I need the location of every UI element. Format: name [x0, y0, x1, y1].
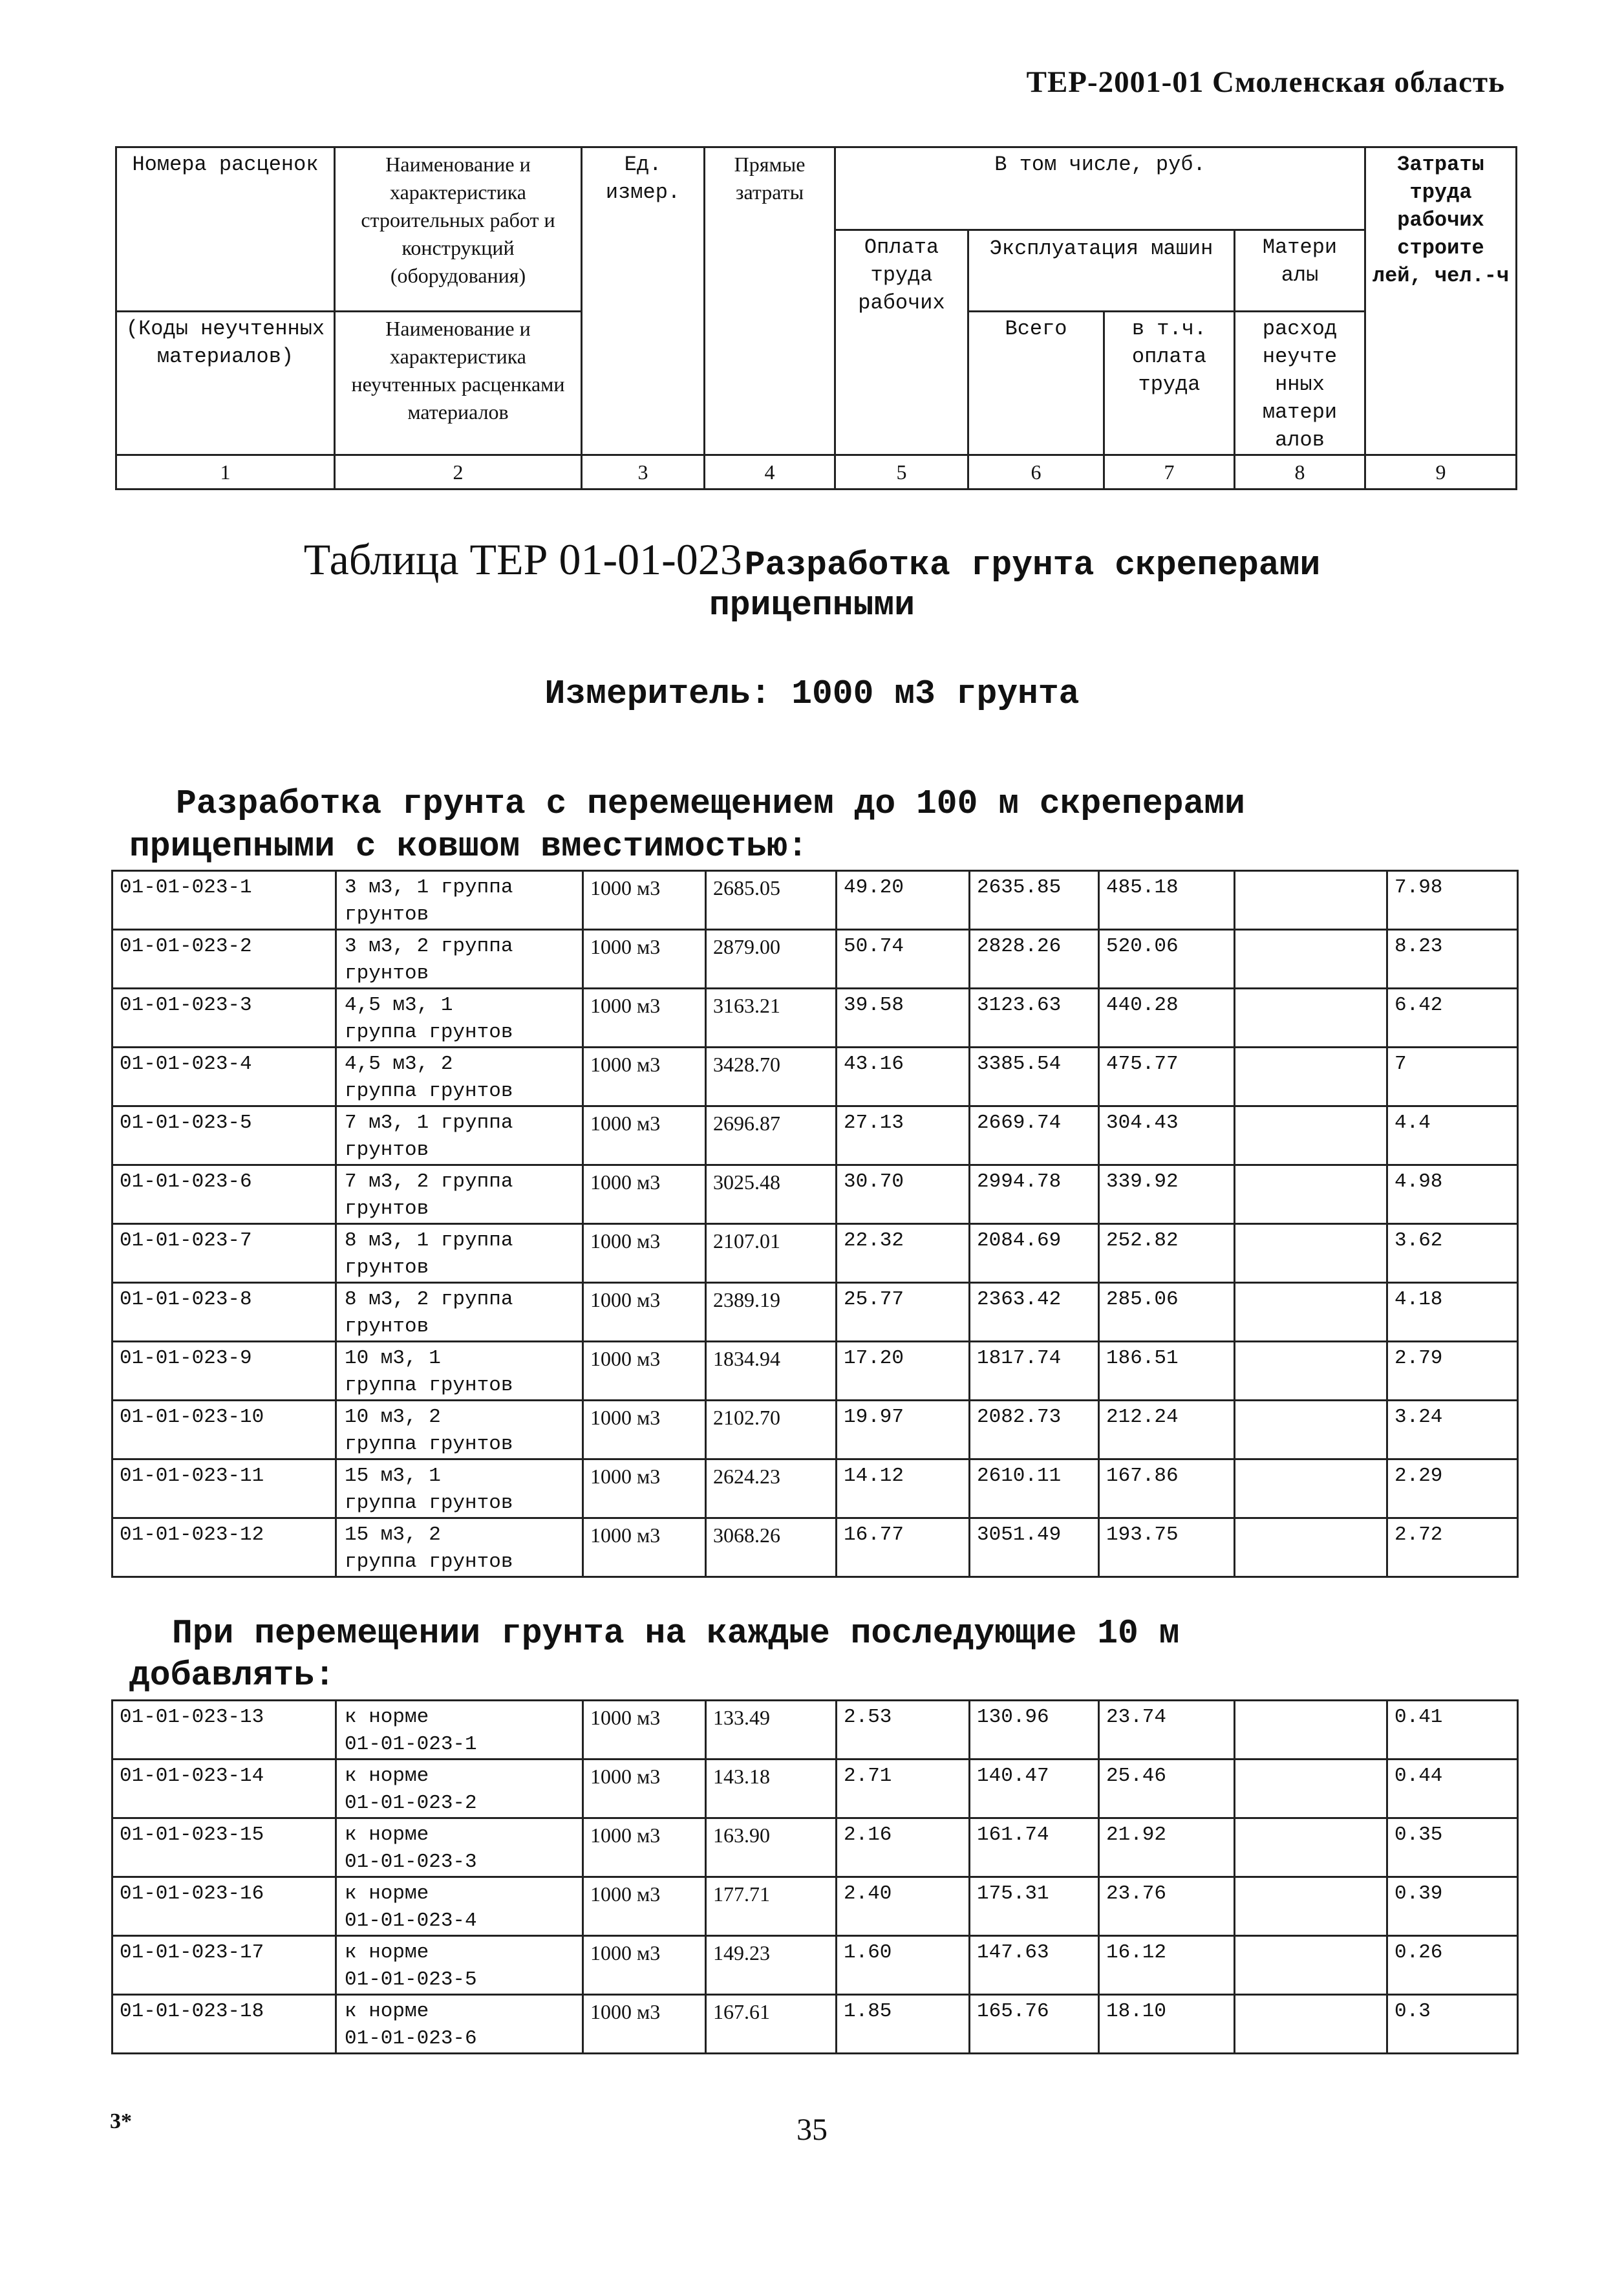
column-header-table — [115, 146, 1517, 490]
rates-table-additional — [111, 1699, 1519, 2054]
labor-hours: 2.72 — [1387, 1518, 1518, 1577]
machines-labor-pay: 23.76 — [1099, 1877, 1235, 1936]
rate-name — [336, 1048, 583, 1106]
footnote-mark: 3* — [110, 2109, 132, 2133]
rate-code: 01-01-023-14 — [112, 1760, 336, 1818]
machines-total: 2084.69 — [970, 1224, 1099, 1283]
rate-unit: 1000 м3 — [583, 1877, 706, 1936]
col-number: 6 — [968, 455, 1104, 490]
rate-name-line1: к норме — [345, 1706, 429, 1728]
rate-code: 01-01-023-8 — [112, 1283, 336, 1342]
direct-cost: 3428.70 — [706, 1048, 837, 1106]
rate-name-line1: к норме — [345, 1882, 429, 1905]
table-row — [112, 871, 1518, 930]
rate-name — [336, 1342, 583, 1401]
rate-name — [336, 1518, 583, 1577]
labor-hours: 0.44 — [1387, 1760, 1518, 1818]
machines-labor-pay: 21.92 — [1099, 1818, 1235, 1877]
rate-code: 01-01-023-1 — [112, 871, 336, 930]
machines-labor-pay: 16.12 — [1099, 1936, 1235, 1995]
rate-unit: 1000 м3 — [583, 1518, 706, 1577]
rate-unit: 1000 м3 — [583, 989, 706, 1048]
rate-unit: 1000 м3 — [583, 1224, 706, 1283]
rate-name-line2: 01-01-023-2 — [345, 1792, 477, 1814]
col-number: 3 — [582, 455, 705, 490]
rate-unit: 1000 м3 — [583, 1106, 706, 1165]
rate-code: 01-01-023-4 — [112, 1048, 336, 1106]
machines-total: 161.74 — [970, 1818, 1099, 1877]
machines-total: 2994.78 — [970, 1165, 1099, 1224]
table-title-main: Разработка грунта скреперами — [744, 546, 1321, 585]
col-number: 7 — [1104, 455, 1235, 490]
rate-code: 01-01-023-11 — [112, 1459, 336, 1518]
table-row — [112, 1165, 1518, 1224]
labor-pay: 16.77 — [837, 1518, 970, 1577]
rate-unit: 1000 м3 — [583, 1459, 706, 1518]
materials-cost — [1235, 1818, 1387, 1877]
rate-unit: 1000 м3 — [583, 930, 706, 989]
machines-labor-pay: 475.77 — [1099, 1048, 1235, 1106]
direct-cost: 3068.26 — [706, 1518, 837, 1577]
labor-hours: 3.24 — [1387, 1401, 1518, 1459]
labor-pay: 2.40 — [837, 1877, 970, 1936]
machines-labor-pay: 339.92 — [1099, 1165, 1235, 1224]
rate-code: 01-01-023-13 — [112, 1701, 336, 1760]
table-title — [0, 534, 1624, 585]
col-number: 2 — [335, 455, 582, 490]
materials-cost — [1235, 1342, 1387, 1401]
rate-name-line2: 01-01-023-6 — [345, 2027, 477, 2050]
machines-labor-pay: 252.82 — [1099, 1224, 1235, 1283]
labor-pay: 17.20 — [837, 1342, 970, 1401]
labor-pay: 19.97 — [837, 1401, 970, 1459]
rate-name-line2: грунтов — [345, 903, 429, 926]
header-codes: Номера расценок — [116, 147, 335, 312]
rate-name-line1: 7 м3, 2 группа — [345, 1170, 513, 1193]
rate-name-line1: 8 м3, 2 группа — [345, 1288, 513, 1311]
materials-cost — [1235, 1283, 1387, 1342]
machines-total: 165.76 — [970, 1995, 1099, 2054]
rate-name — [336, 1283, 583, 1342]
rate-unit: 1000 м3 — [583, 1995, 706, 2054]
labor-hours: 2.29 — [1387, 1459, 1518, 1518]
rate-unit: 1000 м3 — [583, 1165, 706, 1224]
rate-name — [336, 1936, 583, 1995]
direct-cost: 133.49 — [706, 1701, 837, 1760]
section1-heading-line2: прицепными с ковшом вместимостью: — [129, 827, 808, 866]
direct-cost: 2696.87 — [706, 1106, 837, 1165]
machines-labor-pay: 23.74 — [1099, 1701, 1235, 1760]
rate-code: 01-01-023-9 — [112, 1342, 336, 1401]
col-number: 4 — [705, 455, 835, 490]
rate-name-line2: группа грунтов — [345, 1374, 513, 1397]
labor-pay: 27.13 — [837, 1106, 970, 1165]
col-number: 9 — [1365, 455, 1517, 490]
table-row — [112, 1995, 1518, 2054]
labor-pay: 22.32 — [837, 1224, 970, 1283]
table-row — [112, 989, 1518, 1048]
rate-name-line2: группа грунтов — [345, 1492, 513, 1514]
table-row — [112, 1518, 1518, 1577]
materials-cost — [1235, 1459, 1387, 1518]
page-number: 35 — [796, 2113, 828, 2147]
rate-name — [336, 1701, 583, 1760]
header-machines-labor: в т.ч. оплата труда — [1104, 312, 1235, 455]
header-material-names: Наименование и характеристика неучтенных расценками материалов — [335, 312, 582, 455]
machines-total: 3385.54 — [970, 1048, 1099, 1106]
rate-name-line1: к норме — [345, 1765, 429, 1787]
machines-total: 130.96 — [970, 1701, 1099, 1760]
machines-labor-pay: 193.75 — [1099, 1518, 1235, 1577]
materials-cost — [1235, 1224, 1387, 1283]
section2-heading: При перемещении грунта на каждые последующие 10 м — [172, 1614, 1180, 1653]
materials-cost — [1235, 1760, 1387, 1818]
direct-cost: 2389.19 — [706, 1283, 837, 1342]
rate-name-line1: 15 м3, 2 — [345, 1523, 441, 1546]
labor-pay: 30.70 — [837, 1165, 970, 1224]
table-row — [112, 1877, 1518, 1936]
rate-name-line2: 01-01-023-4 — [345, 1910, 477, 1932]
materials-cost — [1235, 1877, 1387, 1936]
labor-pay: 49.20 — [837, 871, 970, 930]
rate-name-line1: 4,5 м3, 2 — [345, 1053, 453, 1075]
materials-cost — [1235, 871, 1387, 930]
labor-hours: 0.39 — [1387, 1877, 1518, 1936]
materials-cost — [1235, 1518, 1387, 1577]
rate-code: 01-01-023-5 — [112, 1106, 336, 1165]
materials-cost — [1235, 930, 1387, 989]
materials-cost — [1235, 1995, 1387, 2054]
machines-labor-pay: 440.28 — [1099, 989, 1235, 1048]
rate-unit: 1000 м3 — [583, 1936, 706, 1995]
rate-code: 01-01-023-15 — [112, 1818, 336, 1877]
table-row — [112, 1283, 1518, 1342]
machines-total: 140.47 — [970, 1760, 1099, 1818]
labor-pay: 50.74 — [837, 930, 970, 989]
direct-cost: 167.61 — [706, 1995, 837, 2054]
rate-name — [336, 989, 583, 1048]
rate-code: 01-01-023-16 — [112, 1877, 336, 1936]
section1-heading: Разработка грунта с перемещением до 100 м скреперами — [176, 784, 1245, 823]
machines-labor-pay: 167.86 — [1099, 1459, 1235, 1518]
labor-hours: 4.18 — [1387, 1283, 1518, 1342]
machines-labor-pay: 18.10 — [1099, 1995, 1235, 2054]
rate-name-line2: группа грунтов — [345, 1551, 513, 1573]
rate-name — [336, 1224, 583, 1283]
header-direct-cost: Прямые затраты — [705, 147, 835, 455]
table-row — [112, 1936, 1518, 1995]
machines-total: 2828.26 — [970, 930, 1099, 989]
rate-name-line2: грунтов — [345, 1256, 429, 1279]
rate-name-line2: 01-01-023-1 — [345, 1733, 477, 1756]
header-material-codes: (Коды неучтенных материалов) — [116, 312, 335, 455]
col-number: 5 — [835, 455, 968, 490]
direct-cost: 2685.05 — [706, 871, 837, 930]
machines-total: 1817.74 — [970, 1342, 1099, 1401]
table-row — [112, 930, 1518, 989]
rate-name-line2: грунтов — [345, 1198, 429, 1220]
rate-name-line2: группа грунтов — [345, 1080, 513, 1103]
table-row — [112, 1701, 1518, 1760]
header-group: В том числе, руб. — [835, 147, 1365, 230]
rate-name-line1: к норме — [345, 1824, 429, 1846]
machines-total: 3051.49 — [970, 1518, 1099, 1577]
rate-name — [336, 1459, 583, 1518]
direct-cost: 3025.48 — [706, 1165, 837, 1224]
rate-unit: 1000 м3 — [583, 1048, 706, 1106]
machines-total: 2082.73 — [970, 1401, 1099, 1459]
materials-cost — [1235, 989, 1387, 1048]
header-labor-cost: Затраты труда рабочих строите лей, чел.-ч — [1365, 147, 1517, 455]
rate-name-line1: к норме — [345, 2000, 429, 2023]
rate-name-line1: 3 м3, 1 группа — [345, 876, 513, 899]
labor-pay: 2.71 — [837, 1760, 970, 1818]
rate-name-line1: 7 м3, 1 группа — [345, 1112, 513, 1134]
table-row — [112, 1760, 1518, 1818]
labor-pay: 2.53 — [837, 1701, 970, 1760]
labor-hours: 2.79 — [1387, 1342, 1518, 1401]
direct-cost: 2624.23 — [706, 1459, 837, 1518]
table-row — [112, 1106, 1518, 1165]
labor-pay: 14.12 — [837, 1459, 970, 1518]
table-row — [112, 1224, 1518, 1283]
rates-table-main — [111, 870, 1519, 1578]
rate-name — [336, 1401, 583, 1459]
rate-code: 01-01-023-18 — [112, 1995, 336, 2054]
rate-name-line2: 01-01-023-5 — [345, 1968, 477, 1991]
materials-cost — [1235, 1936, 1387, 1995]
rate-name-line1: 10 м3, 2 — [345, 1406, 441, 1428]
table-row — [112, 1401, 1518, 1459]
rate-unit: 1000 м3 — [583, 1401, 706, 1459]
rate-code: 01-01-023-2 — [112, 930, 336, 989]
rate-name-line1: к норме — [345, 1941, 429, 1964]
rate-name-line2: грунтов — [345, 1315, 429, 1338]
materials-cost — [1235, 1048, 1387, 1106]
header-work-name: Наименование и характеристика строительных работ и конструкций (оборудования) — [335, 147, 582, 312]
running-header: ТЕР-2001-01 Смоленская область — [1026, 65, 1505, 99]
header-machines-total: Всего — [968, 312, 1104, 455]
header-machines: Эксплуатация машин — [968, 230, 1235, 312]
labor-pay: 39.58 — [837, 989, 970, 1048]
header-unit: Ед. измер. — [582, 147, 705, 455]
rate-name — [336, 871, 583, 930]
rate-name — [336, 1995, 583, 2054]
rate-name — [336, 1818, 583, 1877]
rate-unit: 1000 м3 — [583, 1818, 706, 1877]
rate-name-line2: грунтов — [345, 1139, 429, 1161]
labor-pay: 43.16 — [837, 1048, 970, 1106]
header-materials: Матери алы — [1235, 230, 1365, 312]
rate-name — [336, 1106, 583, 1165]
materials-cost — [1235, 1106, 1387, 1165]
rate-code: 01-01-023-3 — [112, 989, 336, 1048]
direct-cost: 149.23 — [706, 1936, 837, 1995]
rate-unit: 1000 м3 — [583, 871, 706, 930]
rate-code: 01-01-023-7 — [112, 1224, 336, 1283]
rate-name — [336, 1877, 583, 1936]
rate-name — [336, 1165, 583, 1224]
machines-total: 2363.42 — [970, 1283, 1099, 1342]
labor-hours: 0.26 — [1387, 1936, 1518, 1995]
rate-name-line1: 8 м3, 1 группа — [345, 1229, 513, 1252]
machines-labor-pay: 520.06 — [1099, 930, 1235, 989]
materials-cost — [1235, 1401, 1387, 1459]
header-materials-usage: расход неучте нных матери алов — [1235, 312, 1365, 455]
rate-unit: 1000 м3 — [583, 1701, 706, 1760]
labor-hours: 3.62 — [1387, 1224, 1518, 1283]
rate-name-line1: 4,5 м3, 1 — [345, 994, 453, 1017]
direct-cost: 2102.70 — [706, 1401, 837, 1459]
rate-name-line2: 01-01-023-3 — [345, 1851, 477, 1873]
labor-hours: 7.98 — [1387, 871, 1518, 930]
rate-name-line2: грунтов — [345, 962, 429, 985]
rate-code: 01-01-023-6 — [112, 1165, 336, 1224]
col-number: 1 — [116, 455, 335, 490]
rate-code: 01-01-023-10 — [112, 1401, 336, 1459]
labor-pay: 1.85 — [837, 1995, 970, 2054]
direct-cost: 1834.94 — [706, 1342, 837, 1401]
materials-cost — [1235, 1701, 1387, 1760]
header-labor-pay: Оплата труда рабочих — [835, 230, 968, 455]
machines-total: 2610.11 — [970, 1459, 1099, 1518]
labor-pay: 25.77 — [837, 1283, 970, 1342]
direct-cost: 3163.21 — [706, 989, 837, 1048]
machines-labor-pay: 485.18 — [1099, 871, 1235, 930]
section2-heading-line2: добавлять: — [129, 1656, 336, 1695]
rate-name-line1: 3 м3, 2 группа — [345, 935, 513, 958]
machines-labor-pay: 25.46 — [1099, 1760, 1235, 1818]
rate-name-line2: группа грунтов — [345, 1021, 513, 1044]
col-number: 8 — [1235, 455, 1365, 490]
table-title-line2: прицепными — [709, 586, 915, 625]
machines-total: 2635.85 — [970, 871, 1099, 930]
labor-hours: 0.3 — [1387, 1995, 1518, 2054]
rate-name-line1: 15 м3, 1 — [345, 1465, 441, 1487]
labor-hours: 0.35 — [1387, 1818, 1518, 1877]
labor-hours: 6.42 — [1387, 989, 1518, 1048]
direct-cost: 143.18 — [706, 1760, 837, 1818]
machines-total: 2669.74 — [970, 1106, 1099, 1165]
direct-cost: 2107.01 — [706, 1224, 837, 1283]
rate-name — [336, 930, 583, 989]
machines-total: 175.31 — [970, 1877, 1099, 1936]
machines-labor-pay: 285.06 — [1099, 1283, 1235, 1342]
rate-unit: 1000 м3 — [583, 1342, 706, 1401]
machines-total: 147.63 — [970, 1936, 1099, 1995]
meter-unit: Измеритель: 1000 м3 грунта — [544, 674, 1080, 713]
materials-cost — [1235, 1165, 1387, 1224]
machines-labor-pay: 304.43 — [1099, 1106, 1235, 1165]
machines-labor-pay: 186.51 — [1099, 1342, 1235, 1401]
rate-name — [336, 1760, 583, 1818]
machines-total: 3123.63 — [970, 989, 1099, 1048]
labor-hours: 4.4 — [1387, 1106, 1518, 1165]
table-row — [112, 1048, 1518, 1106]
labor-pay: 1.60 — [837, 1936, 970, 1995]
rate-code: 01-01-023-17 — [112, 1936, 336, 1995]
table-row — [112, 1818, 1518, 1877]
table-title-prefix: Таблица ТЕР 01-01-023 — [303, 535, 742, 584]
rate-unit: 1000 м3 — [583, 1760, 706, 1818]
labor-hours: 4.98 — [1387, 1165, 1518, 1224]
rate-name-line2: группа грунтов — [345, 1433, 513, 1456]
labor-hours: 8.23 — [1387, 930, 1518, 989]
machines-labor-pay: 212.24 — [1099, 1401, 1235, 1459]
table-row — [112, 1342, 1518, 1401]
rate-name-line1: 10 м3, 1 — [345, 1347, 441, 1370]
labor-hours: 0.41 — [1387, 1701, 1518, 1760]
rate-unit: 1000 м3 — [583, 1283, 706, 1342]
direct-cost: 177.71 — [706, 1877, 837, 1936]
table-row — [112, 1459, 1518, 1518]
labor-pay: 2.16 — [837, 1818, 970, 1877]
rate-code: 01-01-023-12 — [112, 1518, 336, 1577]
direct-cost: 163.90 — [706, 1818, 837, 1877]
direct-cost: 2879.00 — [706, 930, 837, 989]
labor-hours: 7 — [1387, 1048, 1518, 1106]
